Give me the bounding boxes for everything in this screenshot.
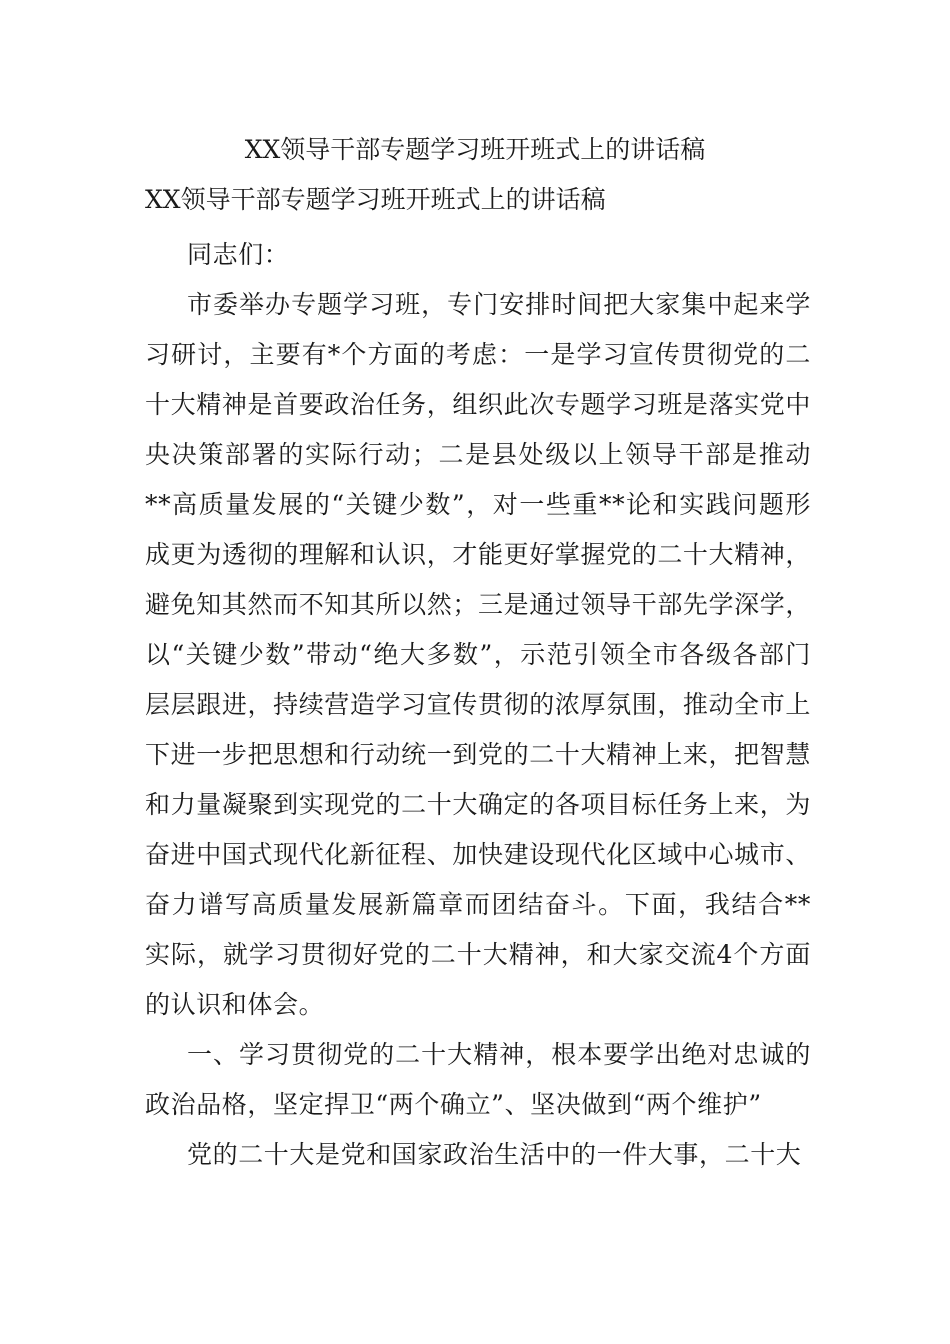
section-one-paragraph: 党的二十大是党和国家政治生活中的一件大事，二十大 [187, 1140, 802, 1169]
document-body [145, 230, 811, 1180]
section-heading-one: 一、学习贯彻党的二十大精神，根本要学出绝对忠诚的政治品格，坚定捍卫“两个确立”、坚决做到“两个维护” [145, 1040, 811, 1119]
salutation-paragraph: 同志们： [187, 240, 290, 269]
document-subtitle: XX领导干部专题学习班开班式上的讲话稿 [145, 185, 606, 214]
document-title: XX领导干部专题学习班开班式上的讲话稿 [244, 135, 706, 164]
intro-paragraph: 市委举办专题学习班，专门安排时间把大家集中起来学习研讨，主要有*个方面的考虑：一是学习宣传贯彻党的二十大精神是首要政治任务，组织此次专题学习班是落实党中央决策部署的实际行动；二是县处级以上领导干部是推动**高质量发展的“关键少数”，对一些重**论和实践问题形成更为透彻的理解和认识，才能更好掌握党的二十大精神，避免知其然而不知其所以然；三是通过领导干部先学深学，以“关键少数”带动“绝大多数”，示范引领全市各级各部门层层跟进，持续营造学习宣传贯彻的浓厚氛围，推动全市上下进一步把思想和行动统一到党的二十大精神上来，把智慧和力量凝聚到实现党的二十大确定的各项目标任务上来，为奋进中国式现代化新征程、加快建设现代化区域中心城市、奋力谱写高质量发展新篇章而团结奋斗。下面，我结合**实际，就学习贯彻好党的二十大精神，和大家交流4个方面的认识和体会。 [145, 290, 811, 1019]
